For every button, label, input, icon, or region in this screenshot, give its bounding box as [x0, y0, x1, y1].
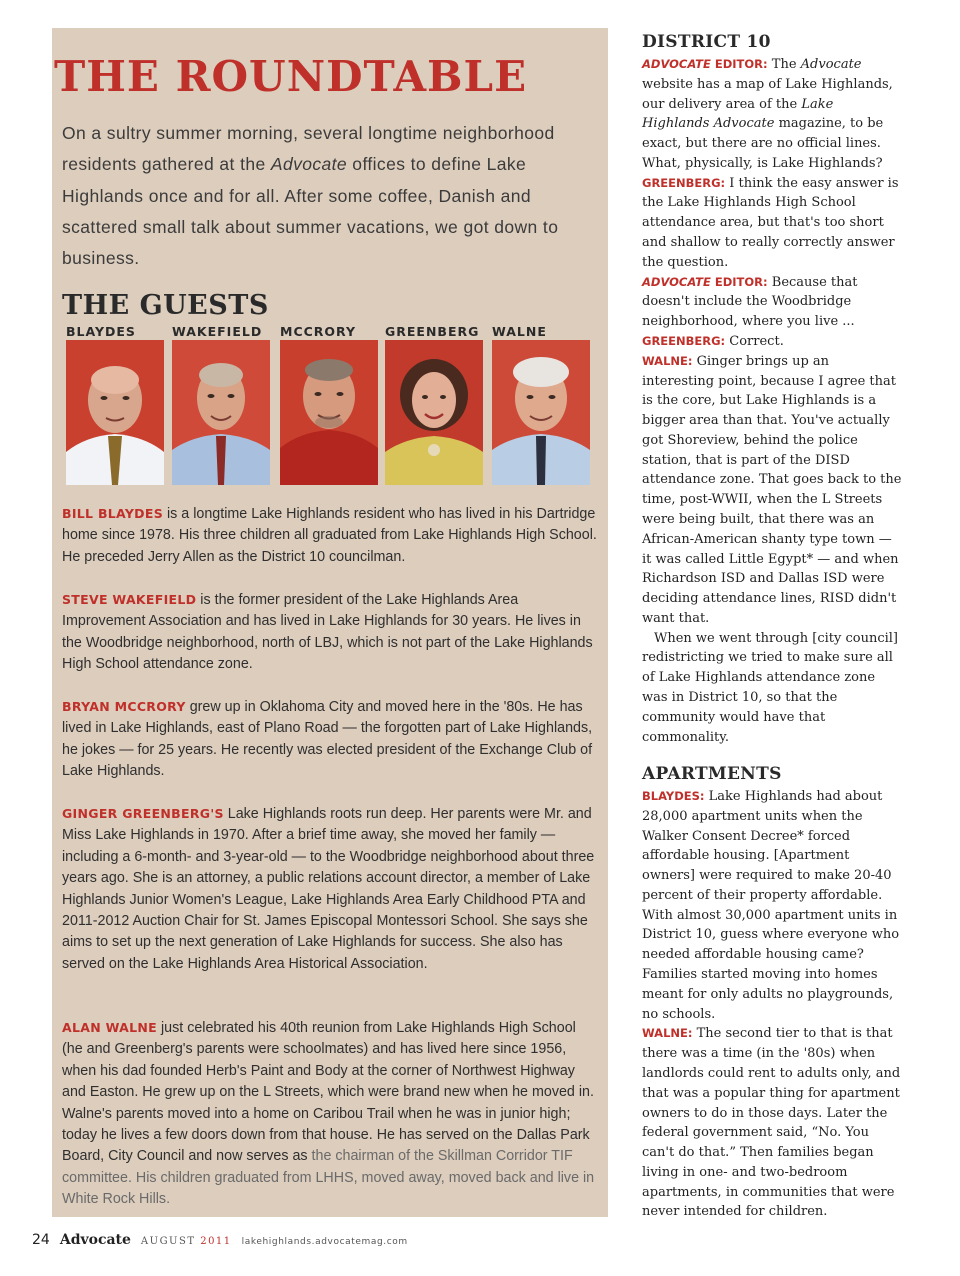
bio-name: BRYAN MCCRORY [62, 699, 186, 714]
speaker-greenberg: GREENBERG: [642, 175, 726, 190]
portrait-greenberg [385, 340, 483, 485]
a-text: I think the easy answer is the Lake Highlands High School attendance area, but that's too short and shallow to really correctly answer the question. [642, 175, 899, 270]
q-magazine: Lake Highlands Advocate [642, 96, 834, 132]
apartments-text [642, 787, 904, 1222]
intro-text-2: offices to define Lake Highlands once and for all. After some coffee, Danish and scattered small talk about summer vacations, we got down to business. [62, 154, 559, 269]
guest-label-wakefield: WAKEFIELD [172, 324, 263, 339]
advocate-logo: Advocate [59, 1232, 131, 1248]
bio-text: Lake Highlands roots run deep. Her parents were Mr. and Miss Lake Highlands in 1970. After a brief time away, she moved her family — including a 6-month- and 3-year-old — to the Woodbridge neighborhood about three years ago. She is an attorney, a public relations account director, a member of Lake Highlands Junior Women's League, Lake Highlands Area Early Childhood PTA and 2011-2012 Auction Chair for St. James Episcopal Montessori School. She says she aims to set up the next generation of Lake Highlands for success. She also has served on the Lake Highlands Area Historical Association. [62, 806, 595, 972]
q-text: Because that doesn't include the Woodbridge neighborhood, where you live ... [642, 274, 858, 330]
website-url: lakehighlands.advocatemag.com [241, 1237, 408, 1247]
article-intro [62, 118, 592, 274]
bio-wakefield [62, 589, 597, 676]
a-text: Ginger brings up an interesting point, because I agree that is the core, but Lake Highlands is a bigger area than that. You've actually got Shoreview, behind the police station, that is part of the DISD attendance zone. That goes back to the time, post-WWII, when the L Streets were being built, that there was an African-American shanty type town — it was called Little Egypt* — and when Richardson ISD and Dallas ISD were deciding attendance lines, RISD didn't want that. [642, 353, 902, 626]
portrait-mccrory [280, 340, 378, 485]
intro-text: On a sultry summer morning, several longtime neighborhood residents gathered at the [62, 123, 555, 175]
speaker-advocate-editor [642, 275, 768, 289]
guest-label-mccrory: MCCRORY [280, 324, 357, 339]
issue-year: 2011 [200, 1236, 232, 1247]
guest-label-blaydes: BLAYDES [66, 324, 136, 339]
bio-text: just celebrated his 40th reunion from Lake Highlands High School (he and Greenberg's parents were schoolmates) and has lived here since 1956, when his dad founded Herb's Paint and Body at the corner of Northwest Highway and Easton. He grew up on the L Streets, which were brand new when he moved in. Walne's parents moved into a home on Caribou Trail when he was in junior high; today he lives a few doors down from that house. He has served on the Dallas Park Board, City Council and now serves as [62, 1020, 594, 1165]
bio-text: grew up in Oklahoma City and moved here in the '80s. He has lived in Lake Highlands, east of Plano Road — the forgotten part of Lake Highlands, he jokes — for 25 years. He recently was elected president of the Exchange Club of Lake Highlands. [62, 699, 593, 780]
a-text: Lake Highlands had about 28,000 apartment units when the Walker Consent Decree* forced affordable housing. [Apartment owners] were required to make 20-40 percent of their property affordable. With almost 30,000 apartment units in District 10, guess where everyone who needed affordable housing came? Families started moving into homes meant for only adults no playgrounds, no schools. [642, 789, 900, 1022]
bio-text: is the former president of the Lake Highlands Area Improvement Association and has lived in Lake Highlands for 30 years. He lives in the Woodbridge neighborhood, north of LBJ, which is not part of the Lake Highlands High School attendance zone. [62, 592, 593, 673]
article-title: THE ROUNDTABLE [54, 52, 528, 101]
bio-name: STEVE WAKEFIELD [62, 592, 197, 607]
section-heading-apartments: APARTMENTS [642, 764, 782, 784]
q-text: The [767, 57, 801, 72]
speaker-walne: WALNE: [642, 353, 693, 368]
bio-text-faded: the chairman of the Skillman Corridor TIF committee. His children graduated from LHHS, moved away, moved back and live in White Rock Hills. [62, 1148, 595, 1208]
speaker-editor: EDITOR: [710, 274, 768, 289]
speaker-greenberg: GREENBERG: [642, 333, 726, 348]
guest-label-walne: WALNE [492, 324, 547, 339]
speaker-advocate: ADVOCATE [642, 274, 711, 289]
intro-advocate: Advocate [270, 154, 348, 175]
page-footer [32, 1232, 408, 1250]
district-10-text [642, 55, 904, 747]
q-text: magazine, to be exact, but there are no official lines. What, physically, is Lake Highlands? [642, 116, 884, 171]
guests-heading: THE GUESTS [62, 290, 269, 321]
bio-name: ALAN WALNE [62, 1020, 157, 1035]
a-text-continued: When we went through [city council] redistricting we tried to make sure all of Lake Highlands attendance zone was in District 10, so that the community would have that commonality. [642, 630, 899, 745]
section-heading-district-10: DISTRICT 10 [642, 32, 771, 52]
portrait-blaydes [66, 340, 164, 485]
bio-walne [62, 1017, 597, 1211]
issue-month: AUGUST [140, 1236, 196, 1247]
bio-greenberg [62, 803, 597, 975]
bio-blaydes [62, 503, 597, 568]
speaker-blaydes: BLAYDES: [642, 789, 705, 803]
a-text: Correct. [725, 333, 784, 349]
speaker-advocate-editor [642, 57, 768, 71]
bio-name: GINGER GREENBERG'S [62, 806, 224, 821]
portrait-wakefield [172, 340, 270, 485]
speaker-advocate: ADVOCATE [642, 57, 711, 71]
speaker-walne: WALNE: [642, 1026, 693, 1041]
bio-text: is a longtime Lake Highlands resident who has lived in his Dartridge home since 1978. His three children all graduated from Lake Highlands High School. He preceded Jerry Allen as the District 10 councilman. [62, 506, 597, 565]
portrait-walne [492, 340, 590, 485]
bio-mccrory [62, 696, 597, 783]
q-text: website has a map of Lake Highlands, our delivery area of the [642, 76, 893, 112]
speaker-editor: EDITOR: [710, 57, 768, 71]
issue-date [141, 1236, 232, 1247]
page-number: 24 [32, 1232, 50, 1248]
bio-name: BILL BLAYDES [62, 506, 163, 521]
a-text: The second tier to that is that there was a time (in the '80s) when landlords could rent to adults only, and that was a popular thing for apartment owners to do in those days. Later the federal government said, “No. You can't do that.” Then families began living in one- and two-bedroom apartments, in communities that were never intended for children. [642, 1026, 901, 1220]
q-advocate: Advocate [800, 57, 862, 72]
guest-label-greenberg: GREENBERG [385, 324, 480, 339]
